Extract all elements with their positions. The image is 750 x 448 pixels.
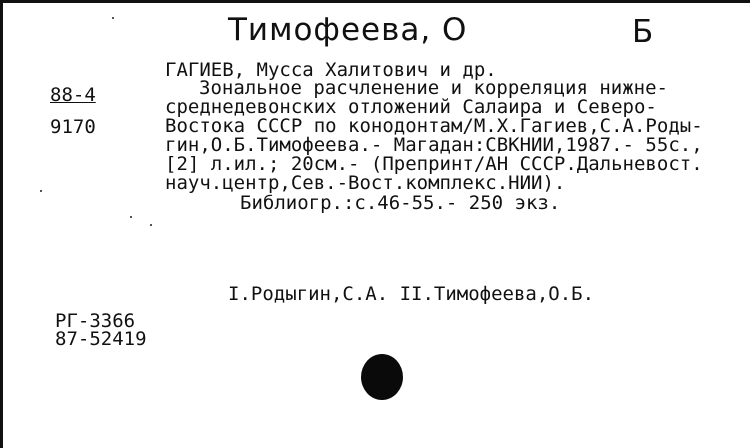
shelf-mark-line1: 88-4 (50, 84, 96, 106)
entry-line: Зональное расчленение и корреляция нижне- (199, 77, 668, 99)
entry-line: ГАГИЕВ, Мусса Халитович и др. (165, 59, 497, 81)
entry-line: [2] л.ил.; 20см.- (Препринт/АН СССР.Дальневост. (165, 153, 703, 175)
reg-number-line2: 87-52419 (55, 328, 147, 350)
card-top-edge (0, 0, 750, 3)
dust-speck (130, 216, 132, 218)
reg-number-line1: РГ-3366 (55, 310, 136, 332)
punch-hole (361, 354, 403, 400)
corner-letter: Б (632, 14, 654, 50)
card-left-edge (0, 0, 3, 448)
entry-line: среднедевонских отложений Салаира и Северо- (165, 96, 657, 118)
entry-line: науч.центр,Сев.-Вост.комплекс.НИИ). (165, 172, 566, 194)
dust-speck (40, 190, 42, 192)
entry-line: Востока СССР по конодонтам/М.Х.Гагиев,С.А.Роды- (165, 115, 703, 137)
tracings: I.Родыгин,С.А. II.Тимофеева,О.Б. (228, 283, 595, 305)
card-heading: Тимофеева, О (228, 12, 468, 48)
entry-line: гин,О.Б.Тимофеева.- Магадан:СВКНИИ,1987.- 55с., (165, 134, 703, 156)
dust-speck (112, 17, 114, 19)
shelf-mark-line2: 9170 (50, 116, 96, 138)
dust-speck (150, 224, 152, 226)
bibliography-note: Библиогр.:с.46-55.- 250 экз. (240, 192, 561, 214)
